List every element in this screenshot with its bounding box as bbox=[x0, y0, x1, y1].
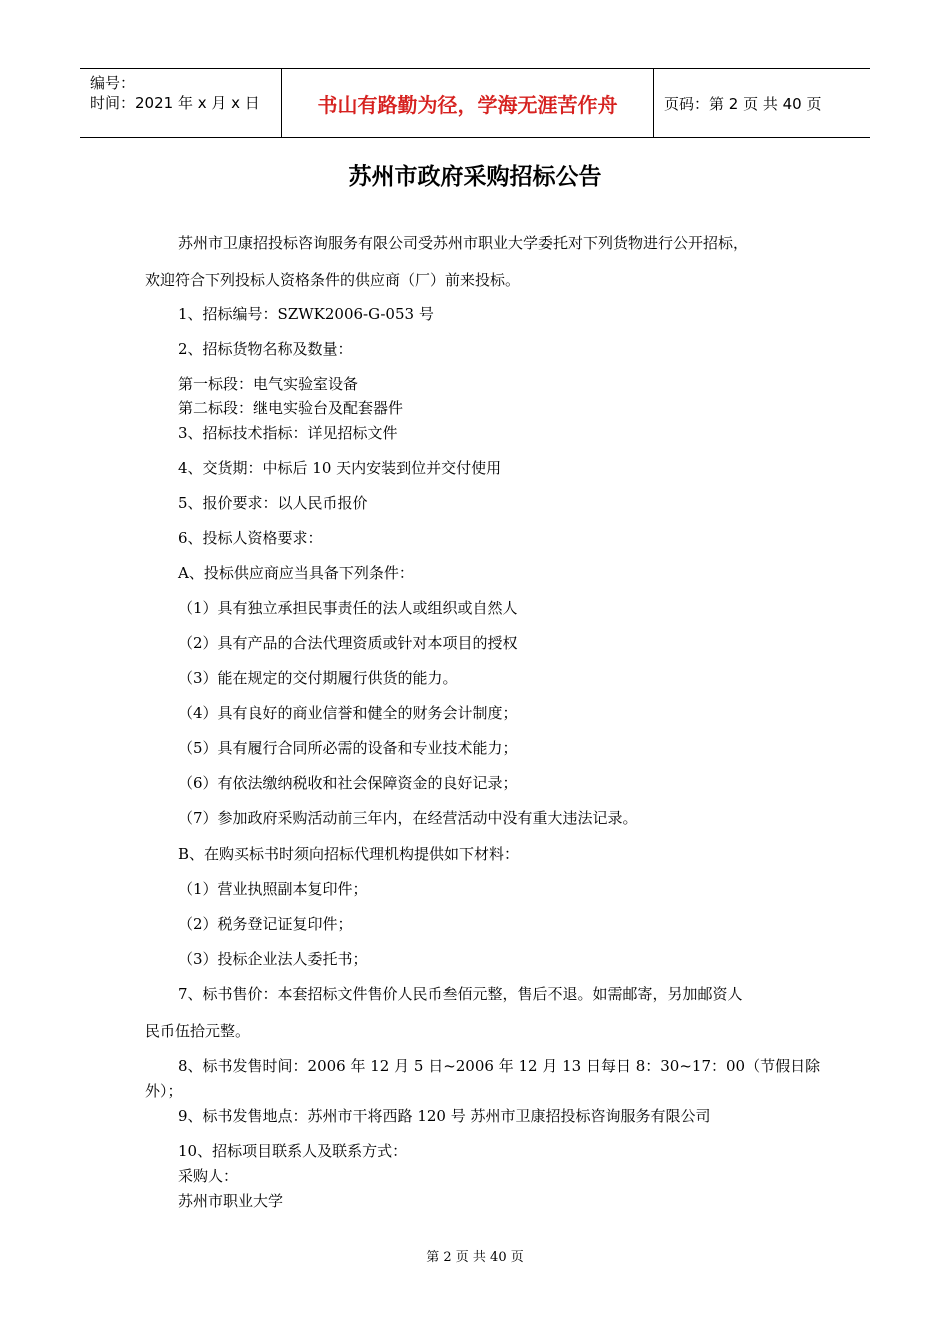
paragraph: （1）营业执照副本复印件； bbox=[178, 880, 368, 898]
paragraph: 3、招标技术指标：详见招标文件 bbox=[178, 424, 398, 442]
paragraph: 民币伍拾元整。 bbox=[145, 1022, 251, 1040]
paragraph: （6）有依法缴纳税收和社会保障资金的良好记录； bbox=[178, 774, 518, 792]
paragraph: 4、交货期：中标后 10 天内安装到位并交付使用 bbox=[178, 459, 502, 477]
paragraph: （4）具有良好的商业信誉和健全的财务会计制度； bbox=[178, 704, 518, 722]
paragraph: 第一标段：电气实验室设备 bbox=[178, 375, 359, 393]
paragraph: 外）； bbox=[145, 1082, 183, 1100]
paragraph: 6、投标人资格要求： bbox=[178, 529, 323, 547]
paragraph: （5）具有履行合同所必需的设备和专业技术能力； bbox=[178, 739, 518, 757]
paragraph: A、投标供应商应当具备下列条件： bbox=[178, 564, 414, 582]
page-header bbox=[80, 68, 870, 138]
paragraph: 苏州市职业大学 bbox=[178, 1192, 284, 1210]
paragraph: 第二标段：继电实验台及配套器件 bbox=[178, 399, 404, 417]
document-title: 苏州市政府采购招标公告 bbox=[348, 164, 602, 190]
paragraph: （1）具有独立承担民事责任的法人或组织或自然人 bbox=[178, 599, 518, 617]
paragraph: 苏州市卫康招投标咨询服务有限公司受苏州市职业大学委托对下列货物进行公开招标， bbox=[178, 234, 749, 252]
paragraph: B、在购买标书时须向招标代理机构提供如下材料： bbox=[178, 845, 520, 863]
paragraph: 7、标书售价：本套招标文件售价人民币叁佰元整，售后不退。如需邮寄，另加邮资人 bbox=[178, 985, 743, 1003]
paragraph: 采购人： bbox=[178, 1167, 239, 1185]
paragraph: 5、报价要求：以人民币报价 bbox=[178, 494, 368, 512]
page-footer: 第 2 页 共 40 页 bbox=[426, 1250, 524, 1265]
header-motto: 书山有路勤为径，学海无涯苦作舟 bbox=[282, 69, 654, 137]
header-time: 时间：2021 年 x 月 x 日 bbox=[90, 94, 260, 112]
paragraph: （2）具有产品的合法代理资质或针对本项目的授权 bbox=[178, 634, 518, 652]
paragraph: （3）投标企业法人委托书； bbox=[178, 950, 368, 968]
header-info bbox=[80, 69, 282, 137]
paragraph: 2、招标货物名称及数量： bbox=[178, 340, 353, 358]
paragraph: 10、招标项目联系人及联系方式： bbox=[178, 1142, 408, 1160]
header-page-info: 页码：第 2 页 共 40 页 bbox=[664, 94, 822, 113]
paragraph: 9、标书发售地点：苏州市干将西路 120 号 苏州市卫康招投标咨询服务有限公司 bbox=[178, 1107, 711, 1125]
paragraph: （2）税务登记证复印件； bbox=[178, 915, 353, 933]
paragraph: 欢迎符合下列投标人资格条件的供应商（厂）前来投标。 bbox=[145, 271, 521, 289]
paragraph: 8、标书发售时间：2006 年 12 月 5 日~2006 年 12 月 13 日每日 8：30~17：00（节假日除 bbox=[178, 1057, 821, 1075]
paragraph: （3）能在规定的交付期履行供货的能力。 bbox=[178, 669, 458, 687]
header-number: 编号： bbox=[90, 74, 136, 92]
paragraph: （7）参加政府采购活动前三年内，在经营活动中没有重大违法记录。 bbox=[178, 809, 638, 827]
paragraph: 1、招标编号：SZWK2006-G-053 号 bbox=[178, 305, 434, 323]
